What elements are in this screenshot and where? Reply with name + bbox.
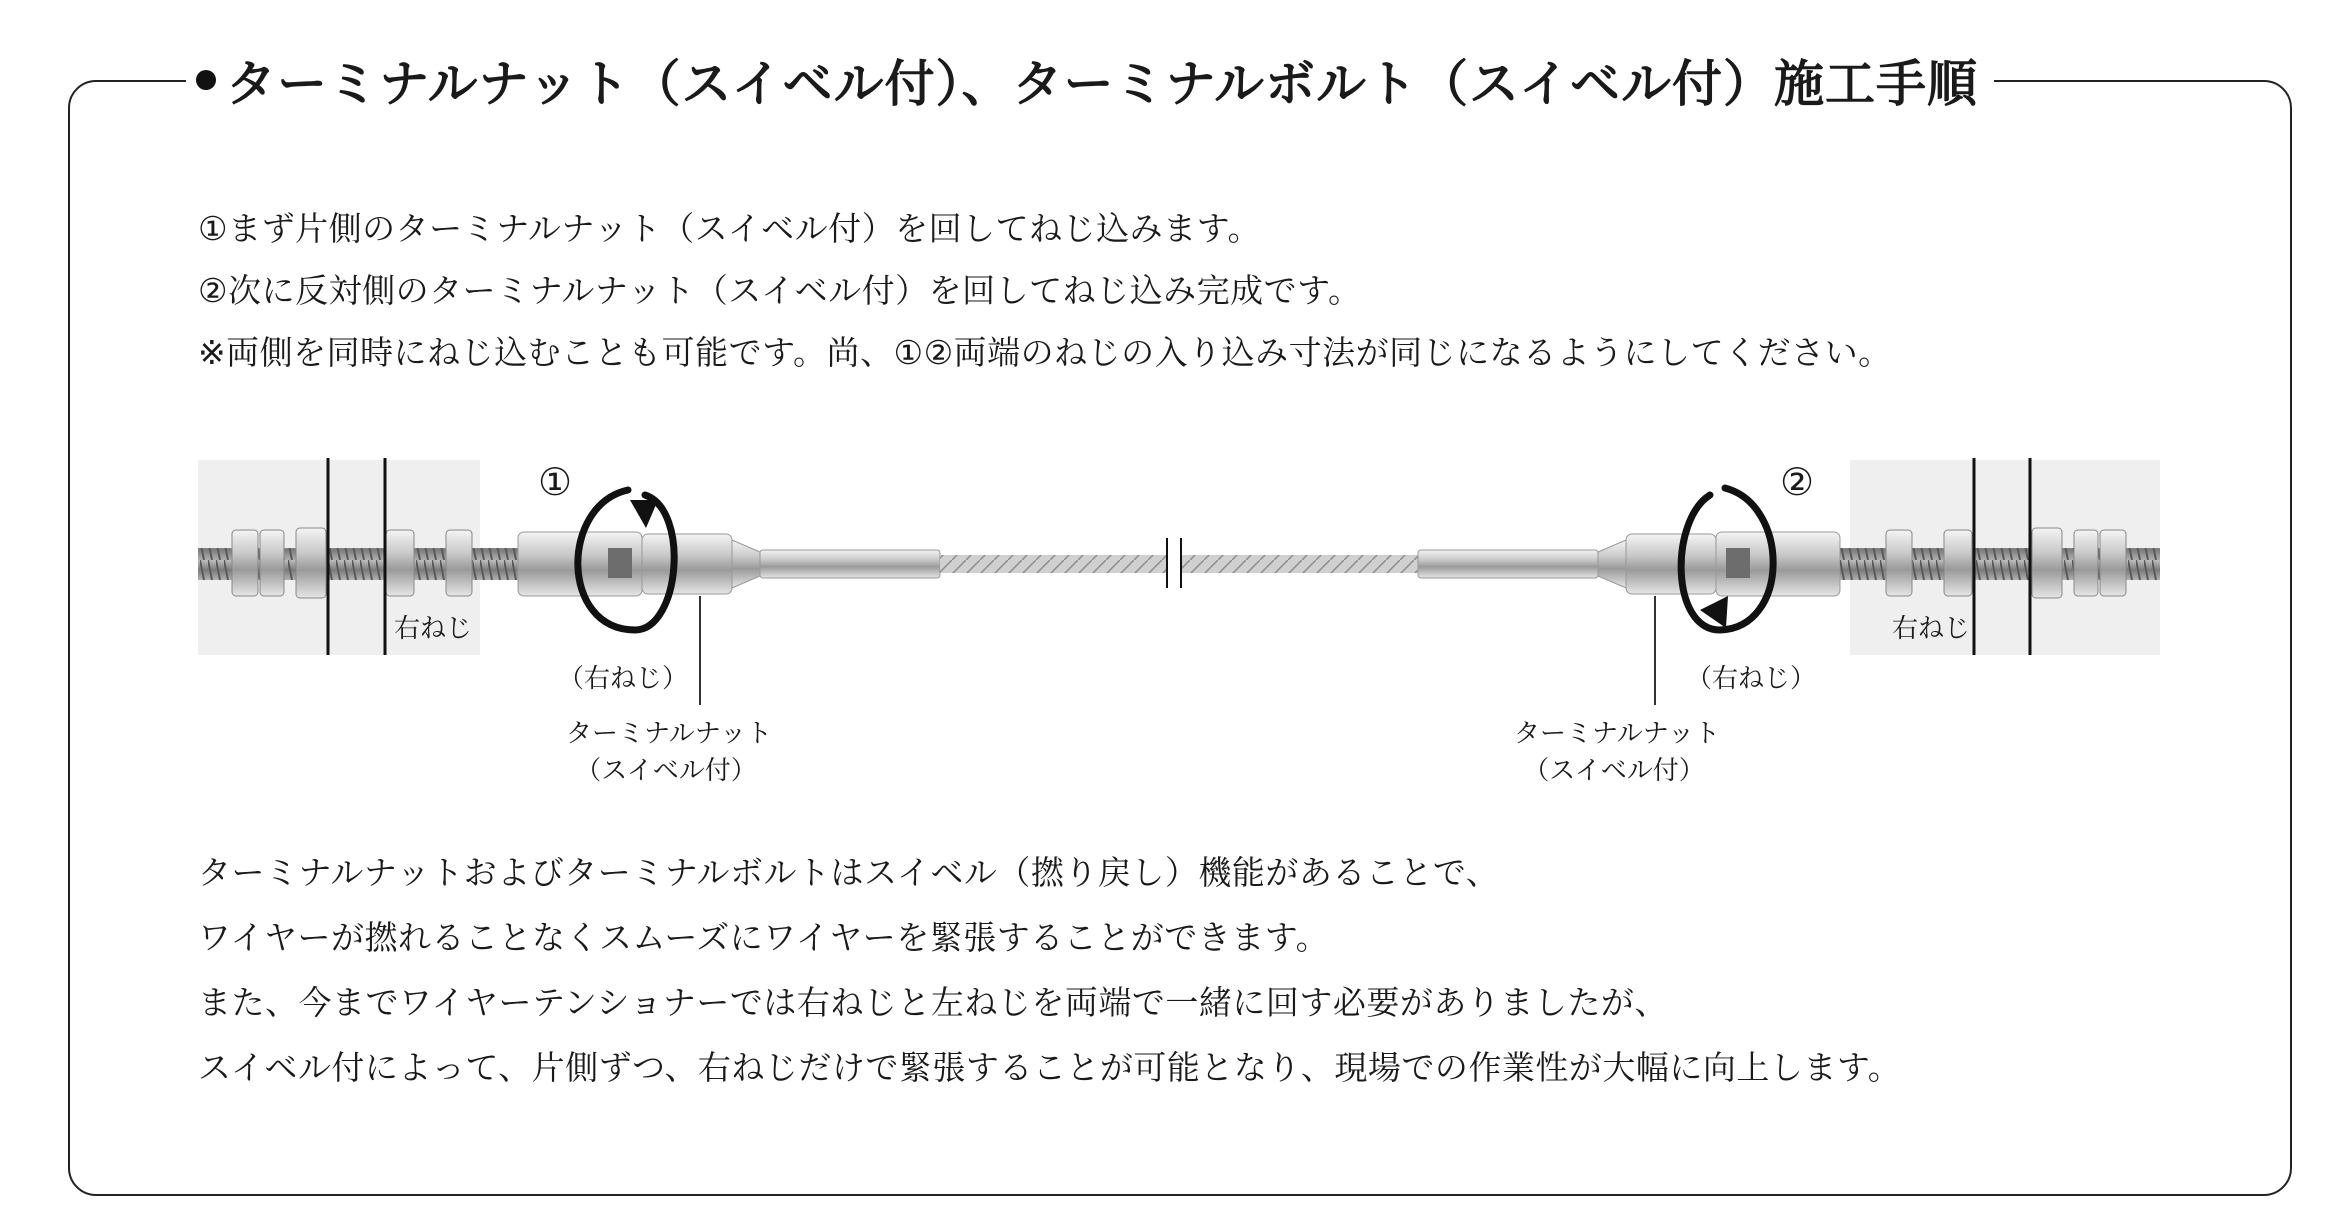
left-part-label-line-1: ターミナルナット <box>566 719 773 749</box>
right-thread-label: 右ねじ <box>1892 614 1971 644</box>
wire-left <box>940 555 1168 573</box>
right-swivel-body <box>1626 534 1716 594</box>
left-taper <box>732 540 760 588</box>
left-swivel-body <box>642 534 732 594</box>
left-nut-5 <box>446 530 472 596</box>
right-swage-sleeve <box>1418 550 1598 578</box>
right-part-label <box>1514 713 1721 787</box>
right-nut-4 <box>2074 530 2098 596</box>
step-2: ②次に反対側のターミナルナット（スイベル付）を回してねじ込み完成です。 <box>198 271 1362 310</box>
left-nut-3 <box>296 528 326 598</box>
right-nut-slot <box>1726 548 1750 578</box>
left-step-number: ① <box>538 460 573 504</box>
left-nut-2 <box>260 530 284 596</box>
right-nut-5 <box>2100 530 2126 596</box>
right-taper <box>1598 540 1626 588</box>
left-rotation-label: （右ねじ） <box>558 664 689 694</box>
right-rotation-label: （右ねじ） <box>1686 664 1817 694</box>
right-part-label-line-1: ターミナルナット <box>1514 719 1721 749</box>
left-swage-sleeve <box>760 550 940 578</box>
left-part-label-line-2: （スイベル付） <box>575 756 757 786</box>
left-thread-label: 右ねじ <box>394 614 473 644</box>
left-nut-1 <box>232 530 258 596</box>
description-line-4: スイベル付によって、片側ずつ、右ねじだけで緊張することが可能となり、現場での作業性が大幅に向上します。 <box>198 1048 1902 1087</box>
page-title: ターミナルナット（スイベル付）、ターミナルボルト（スイベル付）施工手順 <box>226 55 1978 113</box>
left-nut-slot <box>608 548 632 578</box>
step-1: ①まず片側のターミナルナット（スイベル付）を回してねじ込みます。 <box>198 209 1261 248</box>
wire-right <box>1180 555 1418 573</box>
right-nut-3 <box>2032 528 2062 598</box>
right-step-number: ② <box>1780 460 1815 504</box>
right-part-label-line-2: （スイベル付） <box>1523 756 1705 786</box>
description-line-2: ワイヤーが撚れることなくスムーズにワイヤーを緊張することができます。 <box>198 918 1330 957</box>
description-line-3: また、今までワイヤーテンショナーでは右ねじと左ねじを両端で一緒に回す必要がありましたが、 <box>198 983 1668 1022</box>
right-nut-2 <box>1944 530 1972 596</box>
step-note: ※両側を同時にねじ込むことも可能です。尚、①②両端のねじの入り込み寸法が同じになるようにしてください。 <box>198 333 1892 372</box>
description-line-1: ターミナルナットおよびターミナルボルトはスイベル（撚り戻し）機能があることで、 <box>198 853 1500 892</box>
right-nut-1 <box>1886 530 1912 596</box>
left-part-label <box>566 713 773 787</box>
left-nut-4 <box>386 530 414 596</box>
